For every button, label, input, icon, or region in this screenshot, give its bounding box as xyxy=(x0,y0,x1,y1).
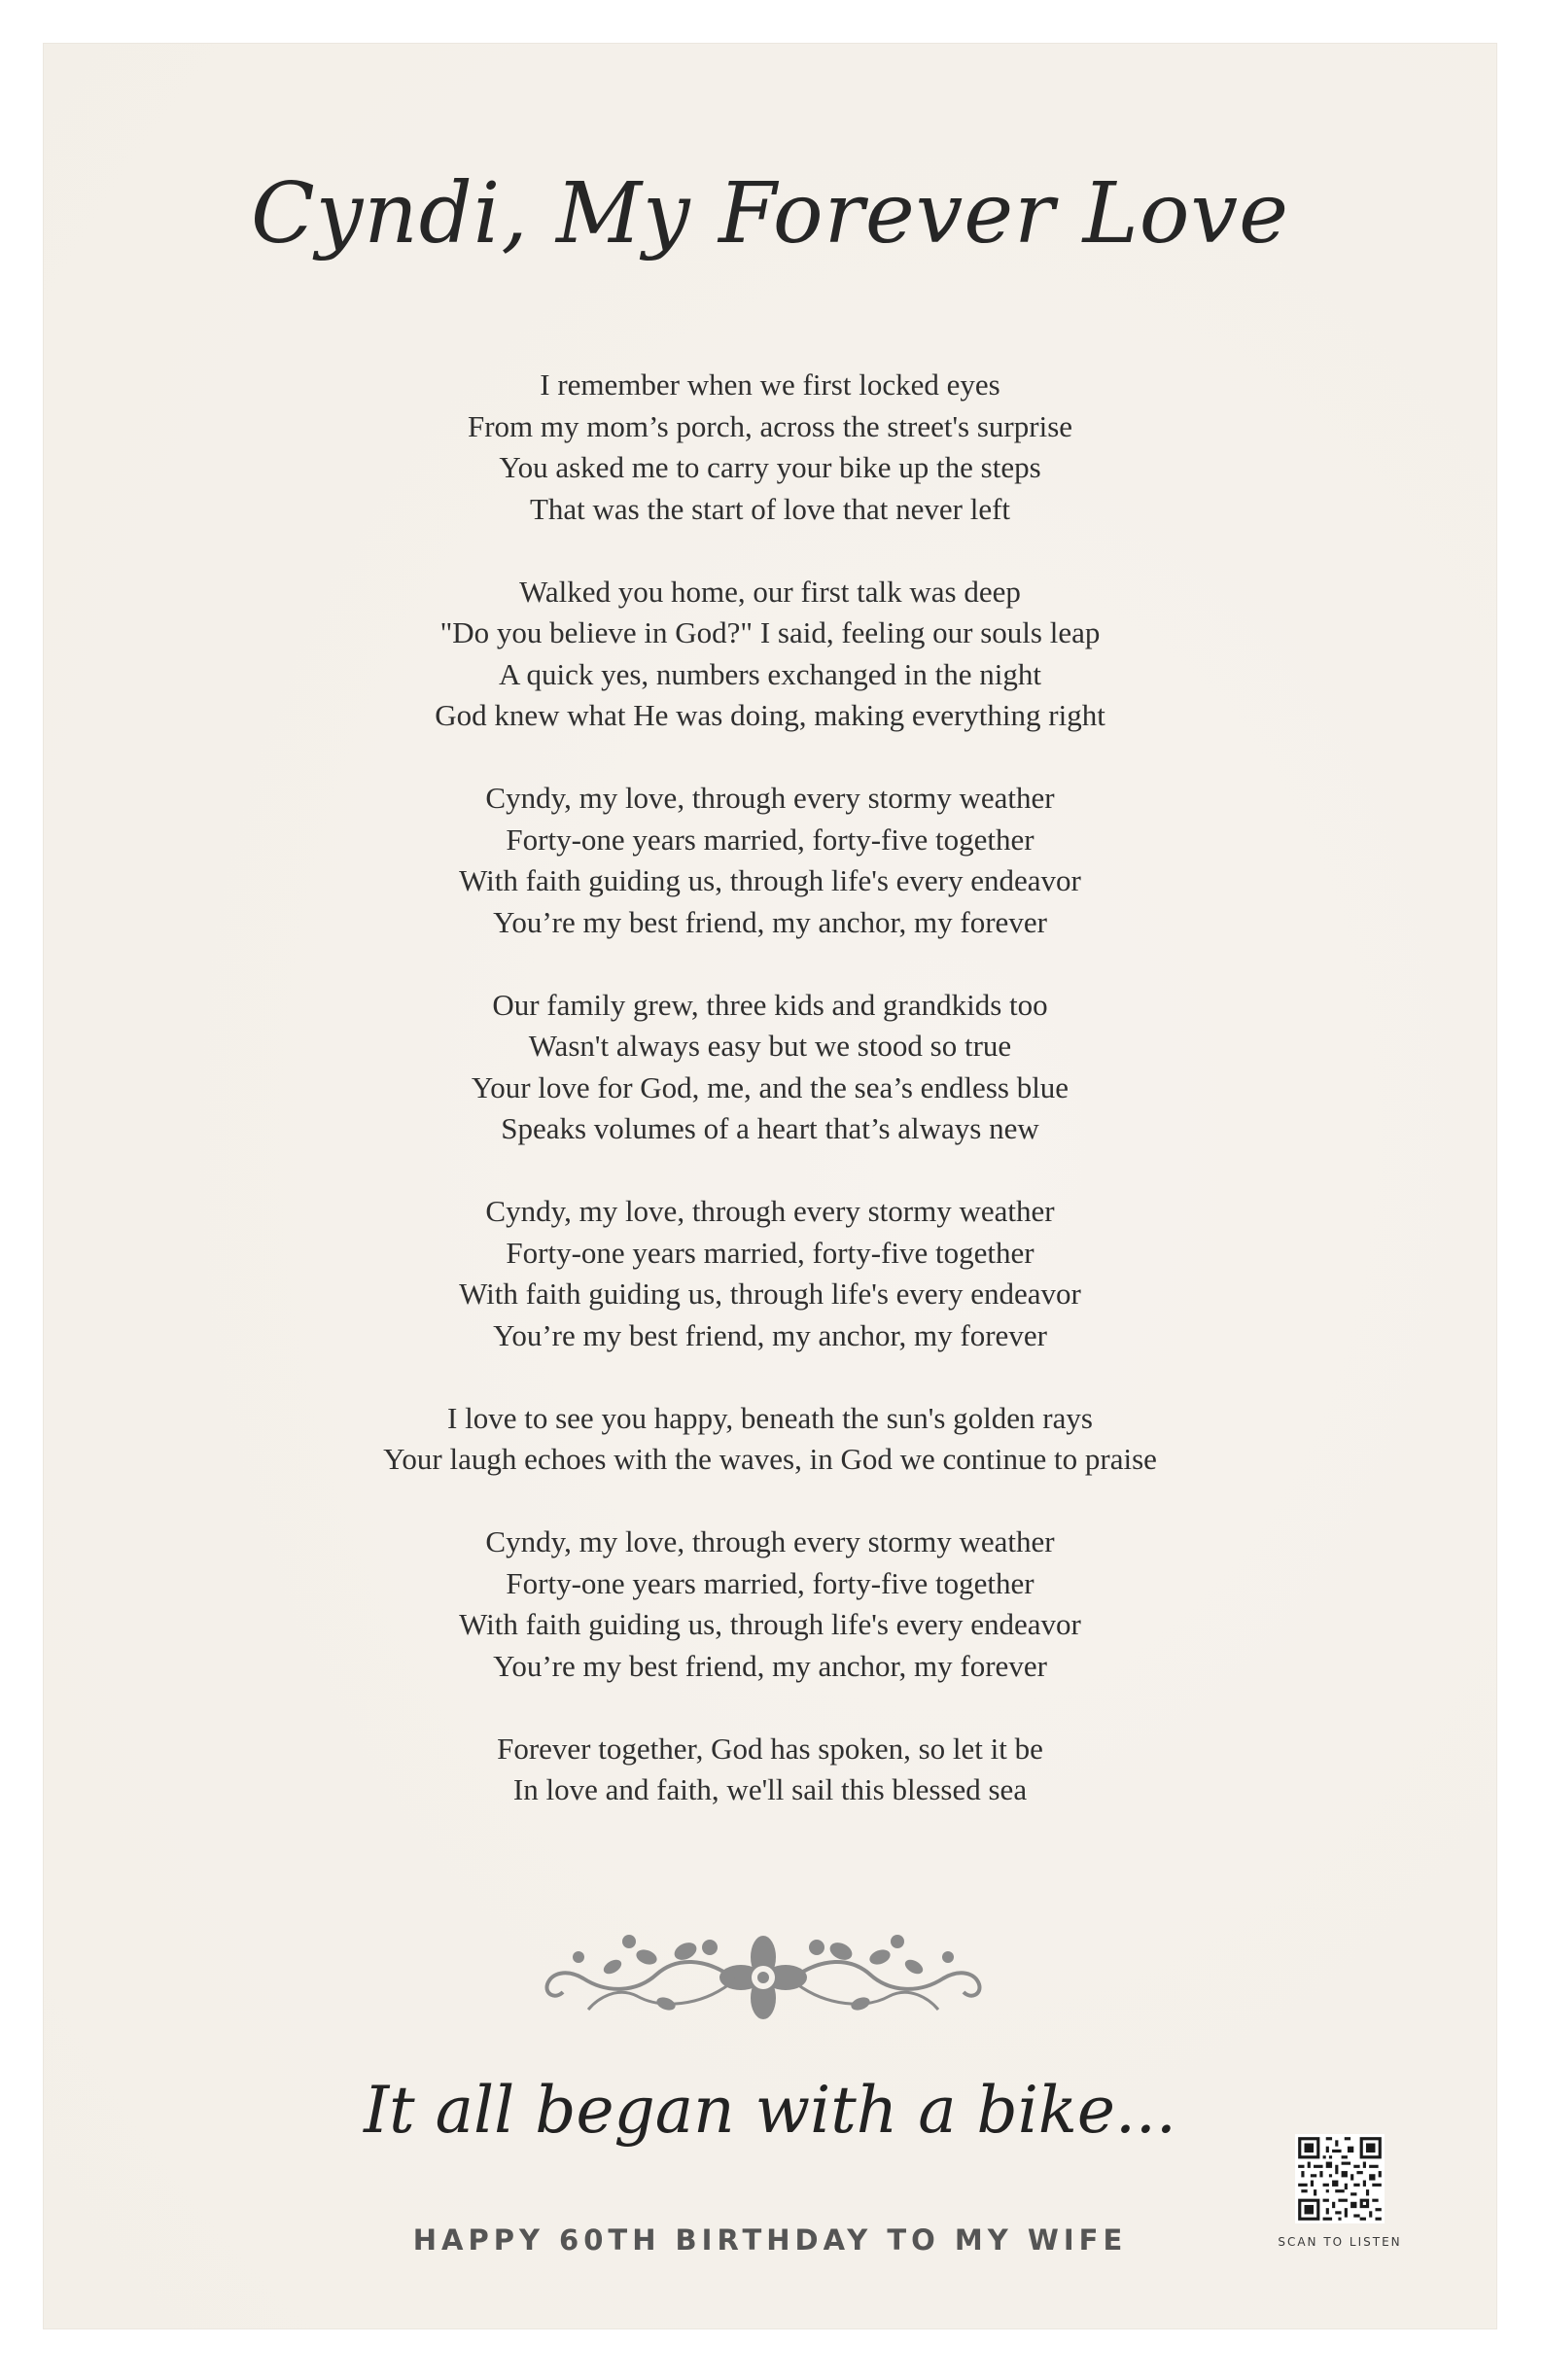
lyric-line: I remember when we first locked eyes xyxy=(540,368,1000,402)
lyric-line: A quick yes, numbers exchanged in the night xyxy=(499,656,1041,691)
stanza xyxy=(44,572,1496,737)
lyric-line: You’re my best friend, my anchor, my forever xyxy=(493,1648,1047,1683)
lyric-line: Forty-one years married, forty-five together xyxy=(506,1565,1035,1600)
lyric-line: In love and faith, we'll sail this blessed sea xyxy=(512,1772,1028,1806)
stanza xyxy=(44,1729,1496,1811)
lyric-line: Forty-one years married, forty-five together xyxy=(506,1235,1035,1270)
lyric-line: You asked me to carry your bike up the steps xyxy=(499,450,1041,484)
lyric-line: Cyndy, my love, through every stormy weather xyxy=(485,1194,1055,1228)
stanza xyxy=(44,985,1496,1150)
poster xyxy=(43,43,1497,2329)
lyric-line: Speaks volumes of a heart that’s always new xyxy=(501,1111,1039,1145)
lyric-line: Your laugh echoes with the waves, in God we continue to praise xyxy=(383,1442,1157,1476)
lyric-line: "Do you believe in God?" I said, feeling our souls leap xyxy=(439,615,1101,649)
stanza xyxy=(44,1522,1496,1687)
lyric-line: God knew what He was doing, making everything right xyxy=(435,698,1105,732)
qr-caption: SCAN TO LISTEN xyxy=(1278,2235,1402,2249)
stanza xyxy=(44,365,1496,530)
lyric-line: With faith guiding us, through life's every endeavor xyxy=(459,1277,1081,1311)
qr-block[interactable] xyxy=(1267,2134,1413,2249)
lyric-line: Cyndy, my love, through every stormy weather xyxy=(485,1524,1055,1558)
floral-flourish-icon xyxy=(540,1928,987,2025)
stanza xyxy=(44,1398,1496,1481)
lyrics xyxy=(44,365,1496,1852)
lyric-line: Cyndy, my love, through every stormy weather xyxy=(485,781,1055,815)
lyric-line: With faith guiding us, through life's every endeavor xyxy=(459,863,1081,897)
tagline: It all began with a bike... xyxy=(364,2073,1176,2148)
lyric-line: Forty-one years married, forty-five together xyxy=(506,822,1035,857)
lyric-line: Forever together, God has spoken, so let it be xyxy=(497,1731,1043,1766)
stanza xyxy=(44,1191,1496,1356)
poster-title: Cyndi, My Forever Love xyxy=(250,165,1290,262)
lyric-line: You’re my best friend, my anchor, my forever xyxy=(493,904,1047,939)
lyric-line: Walked you home, our first talk was deep xyxy=(519,574,1021,609)
qr-code-icon[interactable] xyxy=(1295,2134,1385,2223)
dedication: HAPPY 60TH BIRTHDAY TO MY WIFE xyxy=(412,2223,1128,2257)
lyric-line: From my mom’s porch, across the street's surprise xyxy=(467,408,1073,443)
lyric-line: You’re my best friend, my anchor, my forever xyxy=(493,1317,1047,1352)
lyric-line: That was the start of love that never left xyxy=(529,491,1011,526)
lyric-line: I love to see you happy, beneath the sun's golden rays xyxy=(447,1400,1093,1435)
lyric-line: Your love for God, me, and the sea’s endless blue xyxy=(471,1069,1070,1104)
lyric-line: Wasn't always easy but we stood so true xyxy=(528,1029,1012,1063)
lyric-line: With faith guiding us, through life's every endeavor xyxy=(459,1607,1081,1641)
lyric-line: Our family grew, three kids and grandkids too xyxy=(492,987,1048,1022)
stanza xyxy=(44,778,1496,943)
